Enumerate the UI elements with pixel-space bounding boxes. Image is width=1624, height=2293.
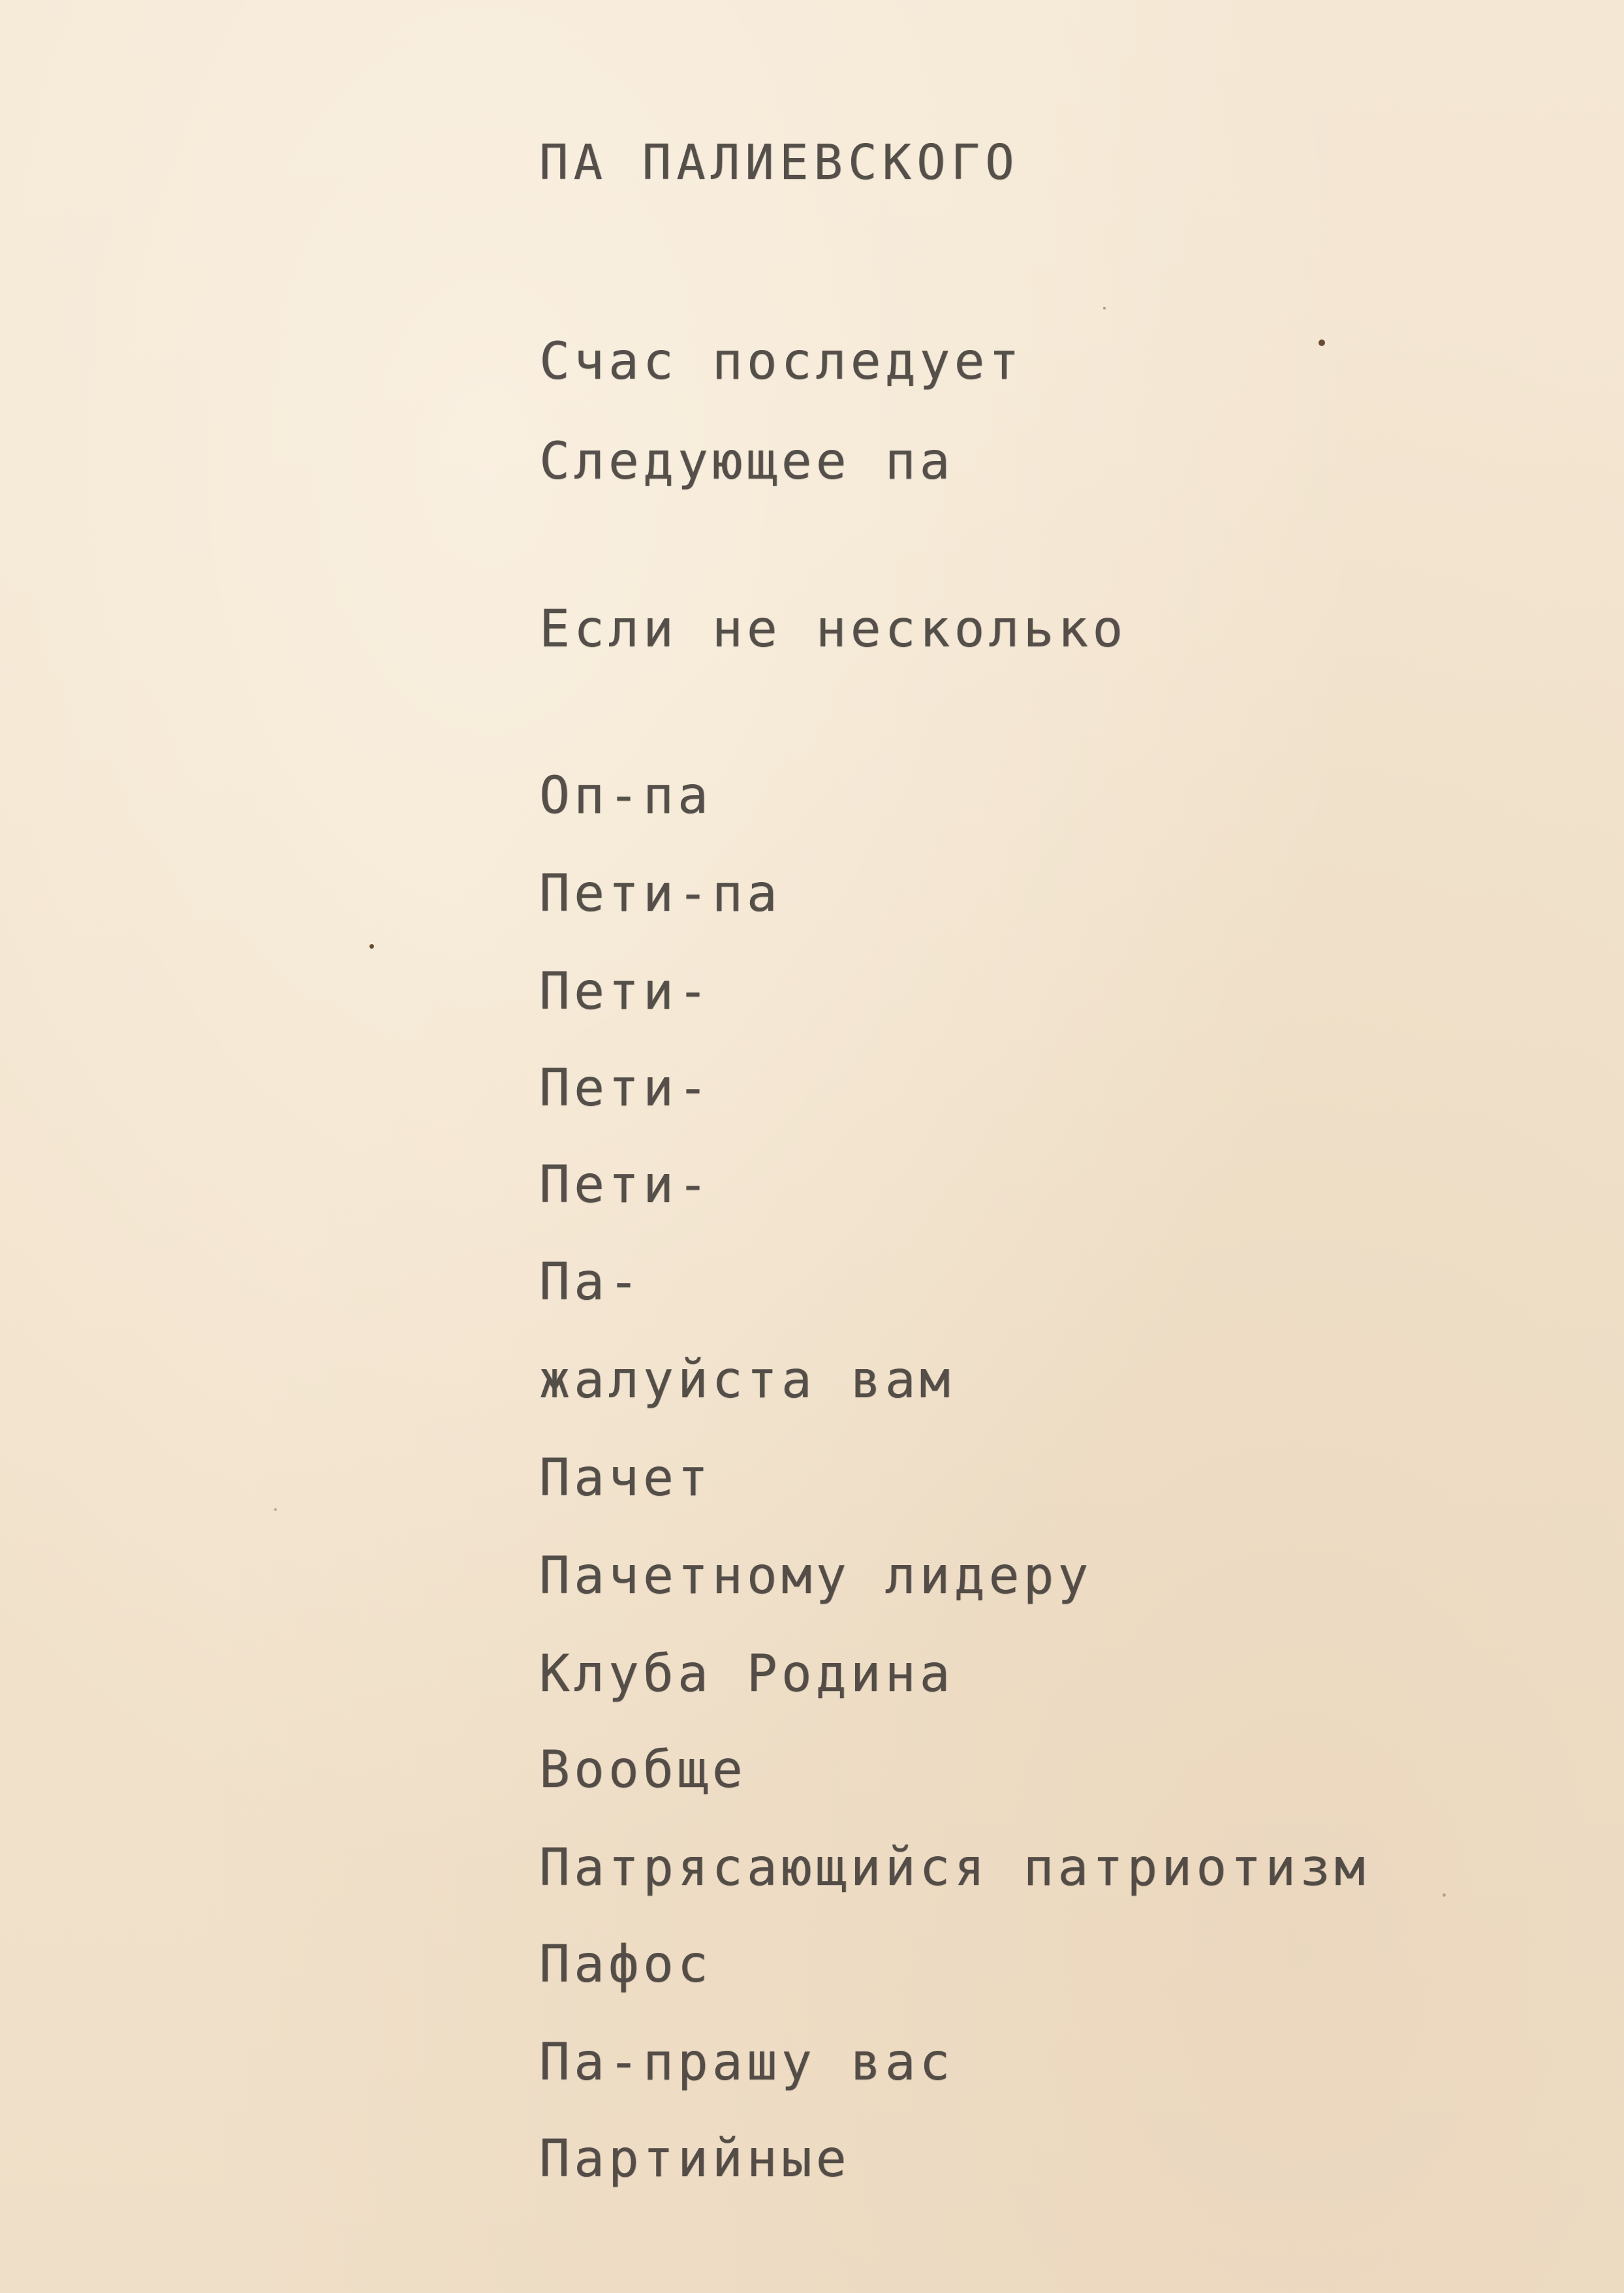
ink-speck bbox=[1103, 307, 1106, 309]
poem-line: Партийные bbox=[539, 2130, 851, 2189]
poem-line: Па-прашу вас bbox=[539, 2033, 954, 2092]
poem-line: Оп-па bbox=[539, 767, 712, 825]
poem-line: Пачетному лидеру bbox=[539, 1547, 1093, 1605]
poem-line: Па- bbox=[539, 1253, 643, 1312]
ink-speck bbox=[274, 1508, 277, 1511]
poem-line: Пети- bbox=[539, 1059, 712, 1118]
ink-speck bbox=[369, 944, 374, 949]
poem-line: Пафос bbox=[539, 1935, 712, 1994]
poem-line: Следующее па bbox=[539, 432, 954, 491]
poem-line: Вообще bbox=[539, 1741, 747, 1799]
poem-line: Пети- bbox=[539, 1156, 712, 1214]
poem-line: Пети- bbox=[539, 962, 712, 1021]
poem-line: жалуйста вам bbox=[539, 1351, 954, 1410]
poem-line: Пети-па bbox=[539, 864, 781, 923]
ink-speck bbox=[1443, 1893, 1446, 1897]
poem-title: ПА ПАЛИЕВСКОГО bbox=[539, 134, 1020, 191]
poem-line: Клуба Родина bbox=[539, 1645, 954, 1703]
poem-line: Если не несколько bbox=[539, 600, 1127, 659]
poem-line: Счас последует bbox=[539, 332, 1023, 391]
poem-line: Пачет bbox=[539, 1449, 712, 1508]
ink-speck bbox=[1319, 340, 1325, 346]
poem-line: Патрясающийся патриотизм bbox=[539, 1839, 1369, 1897]
